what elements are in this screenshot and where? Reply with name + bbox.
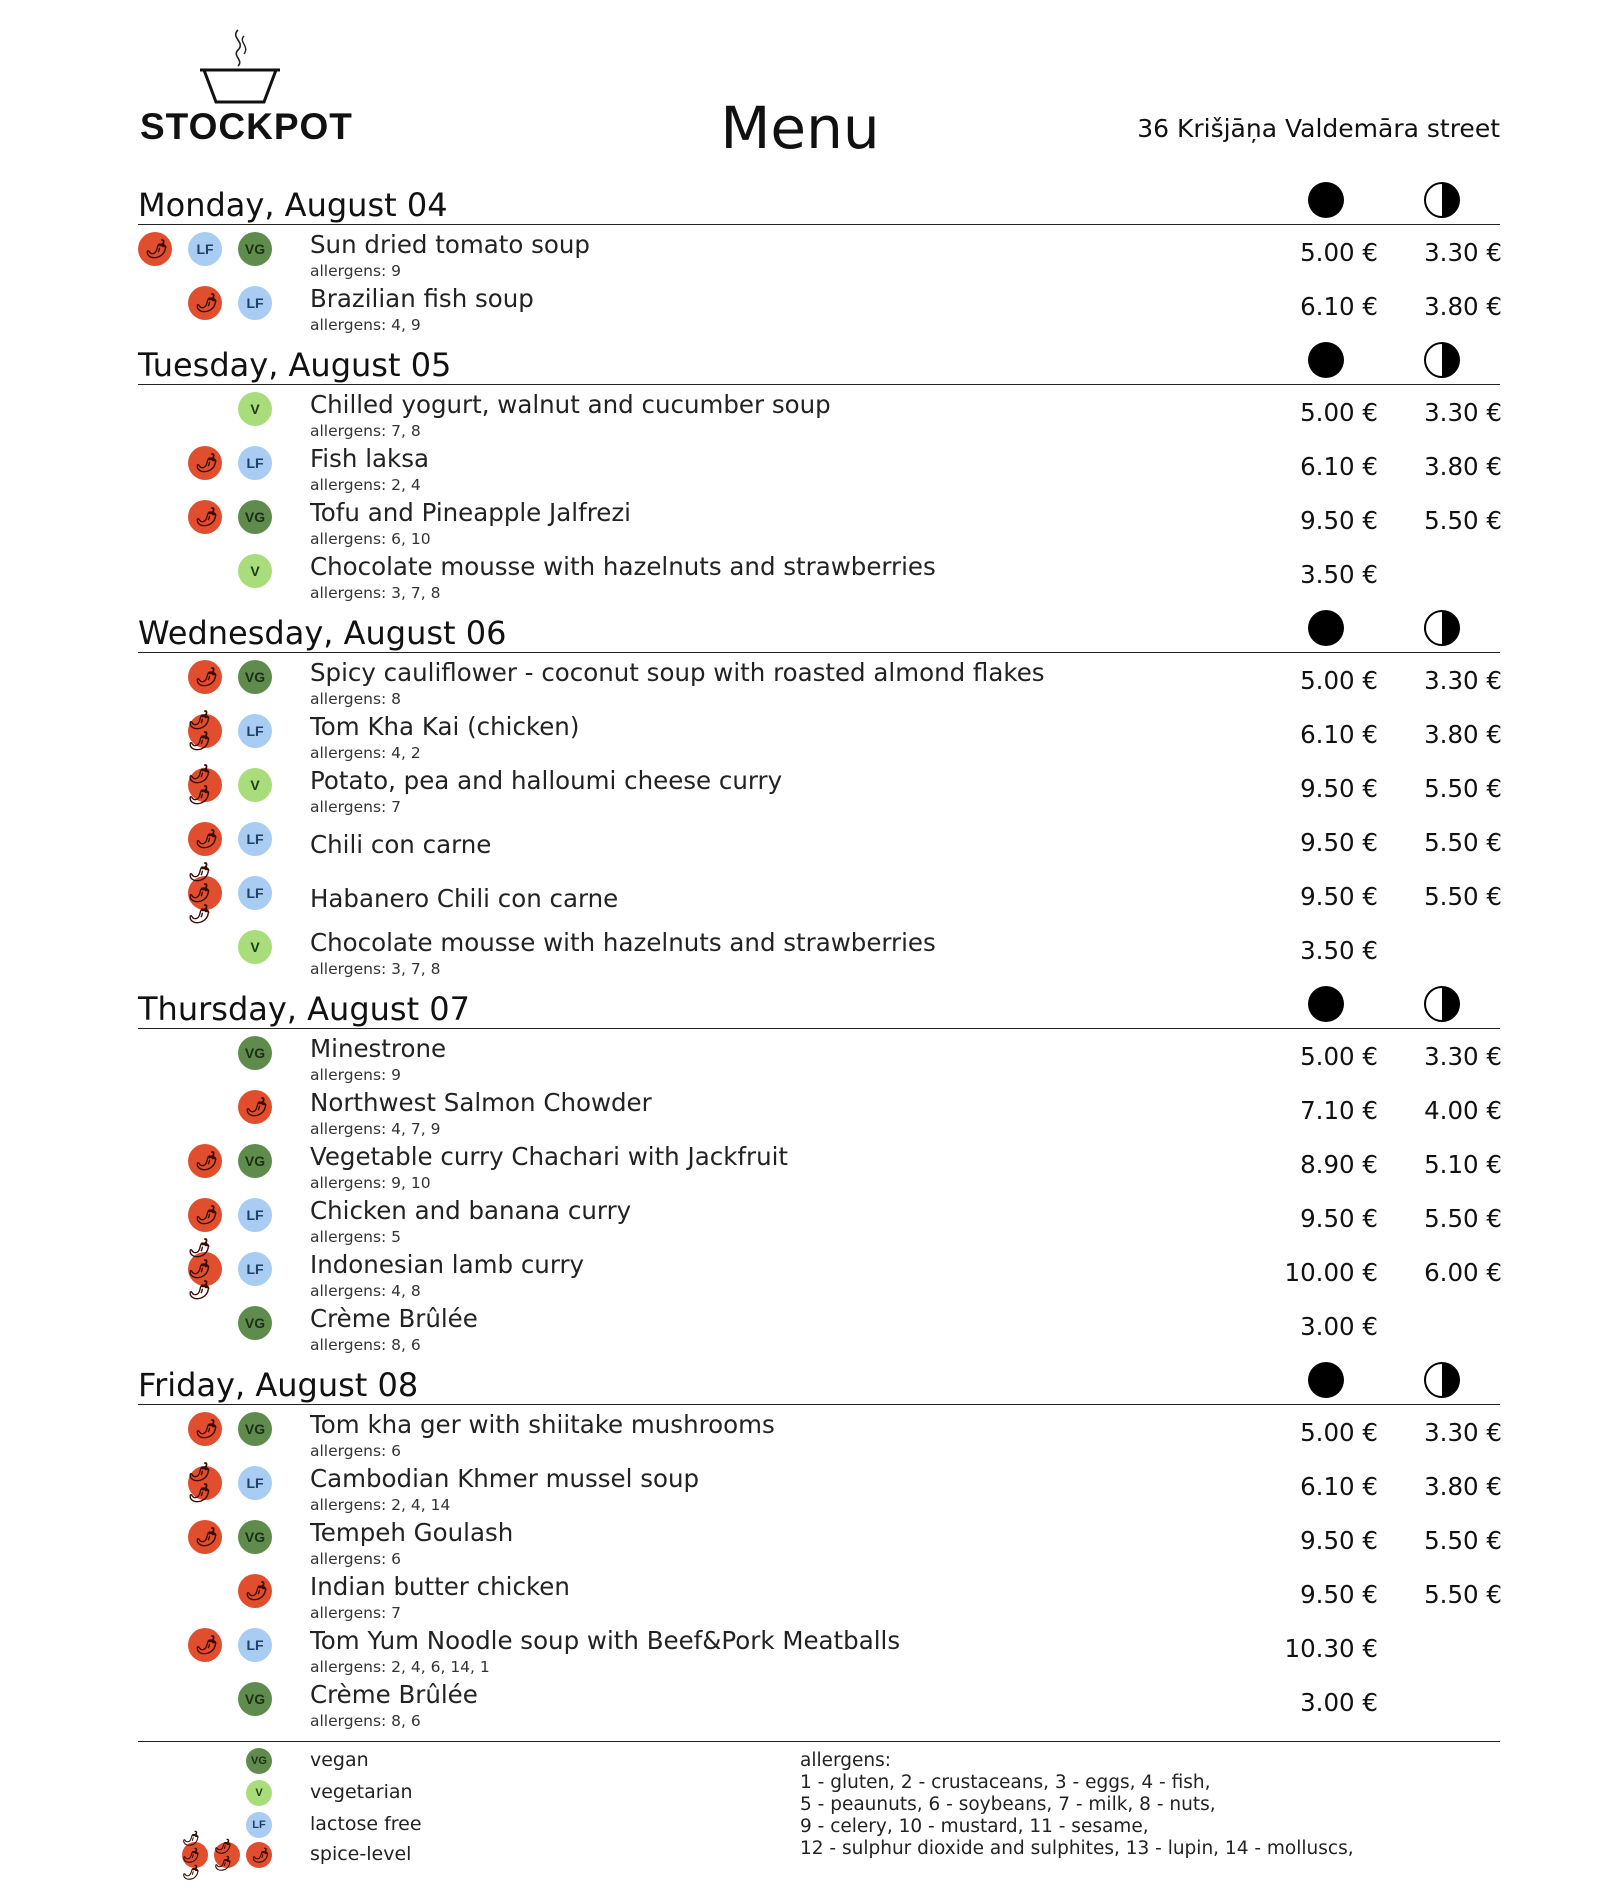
chili-1-icon: 🌶 (188, 286, 222, 320)
dish-name: Tempeh Goulash (310, 1518, 514, 1547)
half-portion-circle-icon (1424, 986, 1460, 1022)
price-half-portion: 5.50 € (1424, 774, 1502, 803)
menu-item (0, 554, 1600, 608)
dish-allergens: allergens: 2, 4, 14 (310, 1496, 451, 1514)
menu-item (0, 1198, 1600, 1252)
menu-item (0, 822, 1600, 876)
price-half-portion: 5.10 € (1424, 1150, 1502, 1179)
price-half-portion: 3.30 € (1424, 238, 1502, 267)
vegetarian-icon: V (238, 392, 272, 426)
diet-badges (138, 861, 278, 924)
menu-item (0, 1520, 1600, 1574)
price-full-portion: 8.90 € (1300, 1150, 1378, 1179)
price-full-portion: 5.00 € (1300, 1042, 1378, 1071)
day-title: Thursday, August 07 (138, 990, 471, 1028)
menu-item (0, 392, 1600, 446)
diet-badges (138, 710, 278, 754)
price-half-portion: 6.00 € (1424, 1258, 1502, 1287)
menu-item (0, 660, 1600, 714)
day-header (138, 1354, 1500, 1405)
price-full-portion: 5.00 € (1300, 666, 1378, 695)
vegetarian-icon: V (238, 554, 272, 588)
day-title: Tuesday, August 05 (138, 346, 452, 384)
dish-name: Crème Brûlée (310, 1304, 478, 1333)
dish-name: Minestrone (310, 1034, 447, 1063)
price-half-portion: 4.00 € (1424, 1096, 1502, 1125)
diet-badges (138, 446, 278, 486)
full-portion-circle-icon (1308, 182, 1344, 218)
price-half-portion: 5.50 € (1424, 882, 1502, 911)
price-full-portion: 9.50 € (1300, 1526, 1378, 1555)
menu-item (0, 500, 1600, 554)
price-half-portion: 5.50 € (1424, 828, 1502, 857)
chili-1-icon: 🌶 (188, 822, 222, 856)
price-half-portion: 3.80 € (1424, 720, 1502, 749)
chili-2-icon: 🌶🌶 (214, 1842, 240, 1868)
day-title: Friday, August 08 (138, 1366, 419, 1404)
price-full-portion: 3.50 € (1300, 936, 1378, 965)
chili-1-icon: 🌶 (188, 500, 222, 534)
diet-badges (138, 822, 278, 862)
menu-item (0, 710, 1600, 768)
dish-allergens: allergens: 4, 2 (310, 744, 421, 762)
lactose-free-icon: LF (238, 1252, 272, 1286)
price-full-portion: 7.10 € (1300, 1096, 1378, 1125)
dish-allergens: allergens: 6, 10 (310, 530, 431, 548)
vegan-icon: VG (238, 1682, 272, 1716)
diet-badges (138, 1682, 278, 1722)
price-full-portion: 5.00 € (1300, 398, 1378, 427)
dish-allergens: allergens: 9 (310, 1066, 402, 1084)
vegan-icon: VG (238, 660, 272, 694)
dish-allergens: allergens: 4, 7, 9 (310, 1120, 441, 1138)
day-title: Wednesday, August 06 (138, 614, 507, 652)
dish-allergens: allergens: 8, 6 (310, 1712, 421, 1730)
vegan-icon: VG (238, 1306, 272, 1340)
diet-badges (138, 1237, 278, 1300)
dish-name: Chicken and banana curry (310, 1196, 632, 1225)
price-full-portion: 3.50 € (1300, 560, 1378, 589)
price-full-portion: 9.50 € (1300, 506, 1378, 535)
allergen-key-line: 12 - sulphur dioxide and sulphites, 13 - lupin, 14 - molluscs, (800, 1838, 1354, 1859)
vegan-icon: VG (238, 1412, 272, 1446)
dish-allergens: allergens: 5 (310, 1228, 402, 1246)
dish-name: Indonesian lamb curry (310, 1250, 585, 1279)
price-half-portion: 5.50 € (1424, 1580, 1502, 1609)
price-full-portion: 6.10 € (1300, 720, 1378, 749)
legend-vegetarian (0, 1780, 600, 1808)
menu-item (0, 232, 1600, 286)
dish-name: Tom Kha Kai (chicken) (310, 712, 580, 741)
diet-badges (138, 764, 278, 808)
menu-item (0, 1412, 1600, 1466)
allergen-key (800, 1750, 1354, 1860)
chili-1-icon: 🌶 (188, 1412, 222, 1446)
allergen-key-line: 5 - peaunuts, 6 - soybeans, 7 - milk, 8 - nuts, (800, 1794, 1216, 1815)
menu-item (0, 1036, 1600, 1090)
dish-allergens: allergens: 4, 9 (310, 316, 421, 334)
menu-item (0, 446, 1600, 500)
lactose-free-icon: LF (238, 876, 272, 910)
chili-1-icon: 🌶 (246, 1842, 272, 1868)
diet-badges (138, 1198, 278, 1238)
dish-allergens: allergens: 7, 8 (310, 422, 421, 440)
day-header (138, 174, 1500, 225)
vegetarian-icon: V (238, 768, 272, 802)
full-portion-circle-icon (1308, 610, 1344, 646)
menu-item (0, 1090, 1600, 1144)
dish-allergens: allergens: 7 (310, 798, 402, 816)
dish-name: Chilled yogurt, walnut and cucumber soup (310, 390, 831, 419)
allergen-key-line: 1 - gluten, 2 - crustaceans, 3 - eggs, 4 - fish, (800, 1772, 1211, 1793)
diet-badges (138, 554, 278, 594)
lactose-free-icon: LF (238, 1628, 272, 1662)
lactose-free-icon: LF (188, 232, 222, 266)
price-full-portion: 6.10 € (1300, 292, 1378, 321)
price-half-portion: 3.30 € (1424, 666, 1502, 695)
chili-1-icon: 🌶 (188, 1144, 222, 1178)
dish-name: Northwest Salmon Chowder (310, 1088, 652, 1117)
half-portion-circle-icon (1424, 342, 1460, 378)
legend-label: lactose free (310, 1813, 422, 1835)
legend-label: vegetarian (310, 1781, 413, 1803)
diet-badges (138, 232, 278, 272)
dish-name: Sun dried tomato soup (310, 230, 590, 259)
half-portion-circle-icon (1424, 182, 1460, 218)
price-full-portion: 5.00 € (1300, 238, 1378, 267)
vegan-icon: VG (238, 500, 272, 534)
page-title: Menu (720, 94, 880, 162)
chili-1-icon: 🌶 (188, 1520, 222, 1554)
chili-2-icon: 🌶🌶 (188, 1466, 222, 1500)
vegetarian-icon: V (246, 1780, 272, 1806)
menu-item (0, 1144, 1600, 1198)
dish-allergens: allergens: 6 (310, 1550, 402, 1568)
chili-2-icon: 🌶🌶 (188, 768, 222, 802)
price-full-portion: 6.10 € (1300, 1472, 1378, 1501)
dish-allergens: allergens: 7 (310, 1604, 402, 1622)
chili-1-icon: 🌶 (188, 660, 222, 694)
dish-allergens: allergens: 9 (310, 262, 402, 280)
day-title: Monday, August 04 (138, 186, 448, 224)
menu-item (0, 930, 1600, 984)
legend-lactose-free (0, 1812, 600, 1840)
price-half-portion: 3.30 € (1424, 1418, 1502, 1447)
diet-badges (138, 1144, 278, 1184)
dish-name: Vegetable curry Chachari with Jackfruit (310, 1142, 789, 1171)
diet-badges (138, 1412, 278, 1452)
price-half-portion: 5.50 € (1424, 506, 1502, 535)
full-portion-circle-icon (1308, 1362, 1344, 1398)
legend-vegan (0, 1748, 600, 1776)
price-half-portion: 5.50 € (1424, 1204, 1502, 1233)
dish-name: Cambodian Khmer mussel soup (310, 1464, 700, 1493)
menu-item (0, 1628, 1600, 1682)
legend-label: vegan (310, 1749, 369, 1771)
full-portion-circle-icon (1308, 986, 1344, 1022)
dish-name: Chocolate mousse with hazelnuts and strawberries (310, 552, 936, 581)
diet-badges (138, 286, 278, 326)
menu-item (0, 861, 1600, 930)
dish-name: Potato, pea and halloumi cheese curry (310, 766, 783, 795)
diet-badges (138, 1036, 278, 1076)
chili-1-icon: 🌶 (188, 446, 222, 480)
dish-allergens: allergens: 3, 7, 8 (310, 960, 441, 978)
lactose-free-icon: LF (238, 1466, 272, 1500)
price-full-portion: 5.00 € (1300, 1418, 1378, 1447)
dish-name: Tofu and Pineapple Jalfrezi (310, 498, 631, 527)
price-full-portion: 10.00 € (1284, 1258, 1378, 1287)
price-full-portion: 6.10 € (1300, 452, 1378, 481)
dish-name: Habanero Chili con carne (310, 884, 619, 913)
chili-3-icon: 🌶🌶🌶 (188, 876, 222, 910)
chili-3-icon: 🌶🌶🌶 (188, 1252, 222, 1286)
vegetarian-icon: V (238, 930, 272, 964)
lactose-free-icon: LF (238, 822, 272, 856)
dish-name: Chili con carne (310, 830, 492, 859)
brand-name: STOCKPOT (140, 106, 353, 147)
menu-item (0, 1574, 1600, 1628)
menu-item (0, 764, 1600, 822)
dish-name: Tom Yum Noodle soup with Beef&Pork Meatballs (310, 1626, 901, 1655)
lactose-free-icon: LF (246, 1812, 272, 1838)
diet-badges (138, 660, 278, 700)
day-header (138, 334, 1500, 385)
menu-item (0, 286, 1600, 340)
allergen-key-title: allergens: (800, 1750, 892, 1771)
legend-divider (138, 1741, 1500, 1742)
chili-1-icon: 🌶 (138, 232, 172, 266)
price-half-portion: 3.80 € (1424, 1472, 1502, 1501)
diet-badges (138, 1306, 278, 1346)
dish-name: Brazilian fish soup (310, 284, 534, 313)
price-half-portion: 3.80 € (1424, 292, 1502, 321)
dish-name: Chocolate mousse with hazelnuts and strawberries (310, 928, 936, 957)
dish-allergens: allergens: 8 (310, 690, 402, 708)
price-full-portion: 10.30 € (1284, 1634, 1378, 1663)
vegan-icon: VG (238, 1036, 272, 1070)
price-full-portion: 9.50 € (1300, 882, 1378, 911)
price-full-portion: 9.50 € (1300, 1204, 1378, 1233)
dish-allergens: allergens: 9, 10 (310, 1174, 431, 1192)
dish-name: Tom kha ger with shiitake mushrooms (310, 1410, 775, 1439)
dish-name: Crème Brûlée (310, 1680, 478, 1709)
full-portion-circle-icon (1308, 342, 1344, 378)
price-full-portion: 9.50 € (1300, 1580, 1378, 1609)
chili-1-icon: 🌶 (188, 1198, 222, 1232)
menu-item (0, 1306, 1600, 1360)
dish-name: Indian butter chicken (310, 1572, 570, 1601)
diet-badges (138, 500, 278, 540)
price-full-portion: 9.50 € (1300, 828, 1378, 857)
price-half-portion: 3.30 € (1424, 398, 1502, 427)
diet-badges (138, 1462, 278, 1506)
dish-name: Fish laksa (310, 444, 429, 473)
day-header (138, 978, 1500, 1029)
dish-allergens: allergens: 3, 7, 8 (310, 584, 441, 602)
lactose-free-icon: LF (238, 446, 272, 480)
chili-1-icon: 🌶 (238, 1574, 272, 1608)
dish-name: Spicy cauliflower - coconut soup with roasted almond flakes (310, 658, 1045, 687)
dish-allergens: allergens: 8, 6 (310, 1336, 421, 1354)
dish-allergens: allergens: 2, 4 (310, 476, 421, 494)
menu-item (0, 1682, 1600, 1736)
diet-badges (138, 1520, 278, 1560)
half-portion-circle-icon (1424, 610, 1460, 646)
chili-1-icon: 🌶 (188, 1628, 222, 1662)
diet-badges (138, 1574, 278, 1614)
dish-allergens: allergens: 2, 4, 6, 14, 1 (310, 1658, 490, 1676)
lactose-free-icon: LF (238, 286, 272, 320)
price-half-portion: 5.50 € (1424, 1526, 1502, 1555)
dish-allergens: allergens: 4, 8 (310, 1282, 421, 1300)
diet-badges (138, 1628, 278, 1668)
diet-badges (138, 1090, 278, 1130)
chili-3-icon: 🌶🌶🌶 (182, 1842, 208, 1868)
price-half-portion: 3.80 € (1424, 452, 1502, 481)
price-full-portion: 9.50 € (1300, 774, 1378, 803)
price-full-portion: 3.00 € (1300, 1312, 1378, 1341)
restaurant-address: 36 Krišjāņa Valdemāra street (1137, 114, 1500, 143)
price-full-portion: 3.00 € (1300, 1688, 1378, 1717)
chili-1-icon: 🌶 (238, 1090, 272, 1124)
vegan-icon: VG (246, 1748, 272, 1774)
legend-spice-level (0, 1829, 600, 1880)
lactose-free-icon: LF (238, 1198, 272, 1232)
diet-badges (138, 392, 278, 432)
vegan-icon: VG (238, 1520, 272, 1554)
dish-allergens: allergens: 6 (310, 1442, 402, 1460)
lactose-free-icon: LF (238, 714, 272, 748)
diet-badges (138, 930, 278, 970)
vegan-icon: VG (238, 1144, 272, 1178)
chili-2-icon: 🌶🌶 (188, 714, 222, 748)
allergen-key-line: 9 - celery, 10 - mustard, 11 - sesame, (800, 1816, 1149, 1837)
menu-item (0, 1462, 1600, 1520)
price-half-portion: 3.30 € (1424, 1042, 1502, 1071)
legend-label: spice-level (310, 1843, 412, 1865)
half-portion-circle-icon (1424, 1362, 1460, 1398)
day-header (138, 602, 1500, 653)
vegan-icon: VG (238, 232, 272, 266)
